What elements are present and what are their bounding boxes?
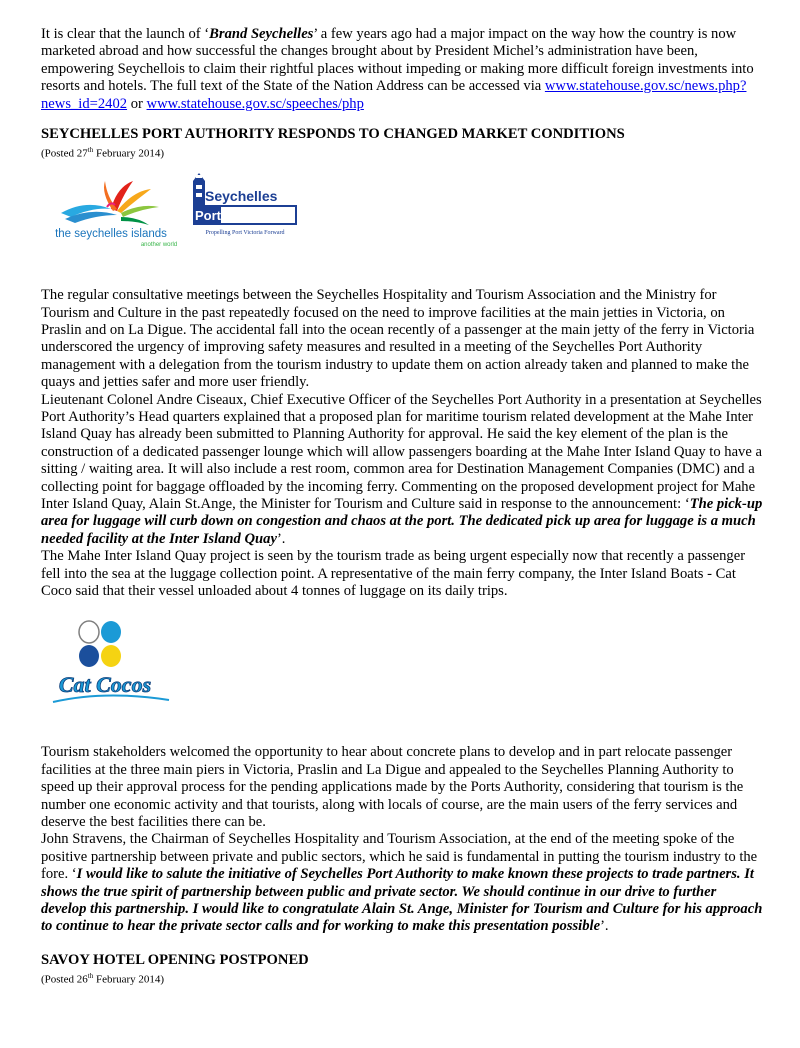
posted-date: (Posted 27th February 2014) bbox=[41, 146, 165, 161]
statehouse-speeches-link[interactable]: www.statehouse.gov.sc/speeches/php bbox=[146, 95, 364, 112]
brand-seychelles-text: Brand Seychelles bbox=[209, 26, 314, 42]
cat-cocos-logo bbox=[45, 616, 175, 711]
svg-text:Cat Cocos: Cat Cocos bbox=[58, 672, 152, 698]
svg-text:Ports Authority: Ports Authority bbox=[195, 208, 290, 224]
seychelles-islands-logo bbox=[41, 177, 181, 247]
seychelles-ports-authority-logo bbox=[189, 171, 299, 251]
article-paragraph-2: Lieutenant Colonel Andre Ciseaux, Chief Executive Officer of the Seychelles Port Authority in a presentation at Seychelles Port Authority’s Head quarters explained that a proposed plan for maritime tourism related development at the Mahe Inter Island Quay has already been submitted to Planning Authority for approval. He said the key element of the plan is the construction of a dedicated passenger lounge which will allow passengers boarding at the Mahe Inter Island Quay to have a sitting / waiting area. It will also include a rest room, common area for Destination Management Companies (DMC) and a collecting point for baggage offloaded by the incoming ferry. Commenting on the proposed development project for Mahe Inter Island Quay, Alain St.Ange, the Minister for Tourism and Culture said in response to the announcement: ‘The pick-up area for luggage will curb down on congestion and chaos at the port. The dedicated pick up area for luggage is a much needed facility at the Inter Island Quay’. bbox=[41, 391, 763, 547]
article-paragraph-1: The regular consultative meetings between the Seychelles Hospitality and Tourism Association and the Ministry for Tourism and Culture in the past repeatedly focused on the need to improve facilities at the main jetties in Victoria, on Praslin and on La Digue. The accidental fall into the ocean recently of a passenger at the main jetty of the ferry in Victoria underscored the urgency of improving safety measures and resulted in a meeting of the Seychelles Port Authority management with a delegation from the tourism industry to update them on action already taken and planned to make the quays and jetties safer and more user friendly. bbox=[41, 287, 755, 391]
article-heading-port-authority: SEYCHELLES PORT AUTHORITY RESPONDS TO CHANGED MARKET CONDITIONS bbox=[41, 126, 625, 143]
statehouse-news-link[interactable]: www.statehouse.gov.sc/news.php?news_id=2402 bbox=[41, 78, 747, 112]
posted-date-savoy: (Posted 26th February 2014) bbox=[41, 972, 165, 986]
chairman-quote: I would like to salute the initiative of Seychelles Port Authority to make known these projects to trade partners. It shows the true spirit of partnership between public and private sector. We should continue in our drive to further develop this partnership. I would like to congratulate Alain St. Ange, Minister for Tourism and Culture for his approach to continue to hear the private sector calls and for working to make this presentation possible bbox=[41, 866, 763, 935]
svg-text:Propelling Port Victoria Forwa: Propelling Port Victoria Forward bbox=[205, 230, 285, 237]
svg-text:Seychelles: Seychelles bbox=[205, 188, 278, 205]
article-paragraph-4: Tourism stakeholders welcomed the opportunity to hear about concrete plans to develop and in part relocate passenger facilities at the three main piers in Victoria, Praslin and La Digue and appealed to the Seychelles Planning Authority to speed up their approval process for the pending applications made by the Ports Authority, considering that tourism is the number one economic activity and that tourists, along with locals of course, are the main users of the ferry services and deserve the best facilities there can be. bbox=[41, 744, 744, 831]
article-heading-savoy: SAVOY HOTEL OPENING POSTPONED bbox=[41, 951, 309, 968]
logo-row bbox=[41, 175, 765, 275]
svg-text:another world: another world bbox=[140, 242, 178, 248]
svg-text:the seychelles islands: the seychelles islands bbox=[55, 228, 167, 241]
document-page bbox=[41, 26, 765, 987]
cat-cocos-logo-row bbox=[41, 610, 765, 734]
intro-paragraph: It is clear that the launch of ‘Brand Seychelles’ a few years ago had a major impact on the way how the country is now marketed abroad and how successful the changes brought about by President Michel’s administration have been, empowering Seychellois to claim their rightful places without impeding or making more difficult foreign investments into resorts and hotels. The full text of the State of the Nation Address can be accessed via www.statehouse.gov.sc/news.php?news_id=2402 or www.statehouse.gov.sc/speeches/php bbox=[41, 26, 754, 112]
article-paragraph-3: The Mahe Inter Island Quay project is seen by the tourism trade as being urgent especially now that recently a passenger fell into the sea at the luggage collection point. A representative of the main ferry company, the Inter Island Boats - Cat Coco said that their vessel unloaded about 4 tonnes of luggage on its daily trips. bbox=[41, 548, 746, 599]
minister-quote: The pick-up area for luggage will curb down on congestion and chaos at the port. The dedicated pick up area for luggage is a much needed facility at the Inter Island Quay bbox=[41, 495, 763, 547]
article-paragraph-5: John Stravens, the Chairman of Seychelles Hospitality and Tourism Association, at the end of the meeting spoke of the positive partnership between private and public sectors, which he said is fundamental in putting the tourism industry to the fore. ‘I would like to salute the initiative of Seychelles Port Authority to make known these projects to trade partners. It shows the true spirit of partnership between public and private sector. We should continue in our drive to further develop this partnership. I would like to congratulate Alain St. Ange, Minister for Tourism and Culture for his approach to continue to hear the private sector calls and for working to make this presentation possible’. bbox=[41, 831, 763, 935]
